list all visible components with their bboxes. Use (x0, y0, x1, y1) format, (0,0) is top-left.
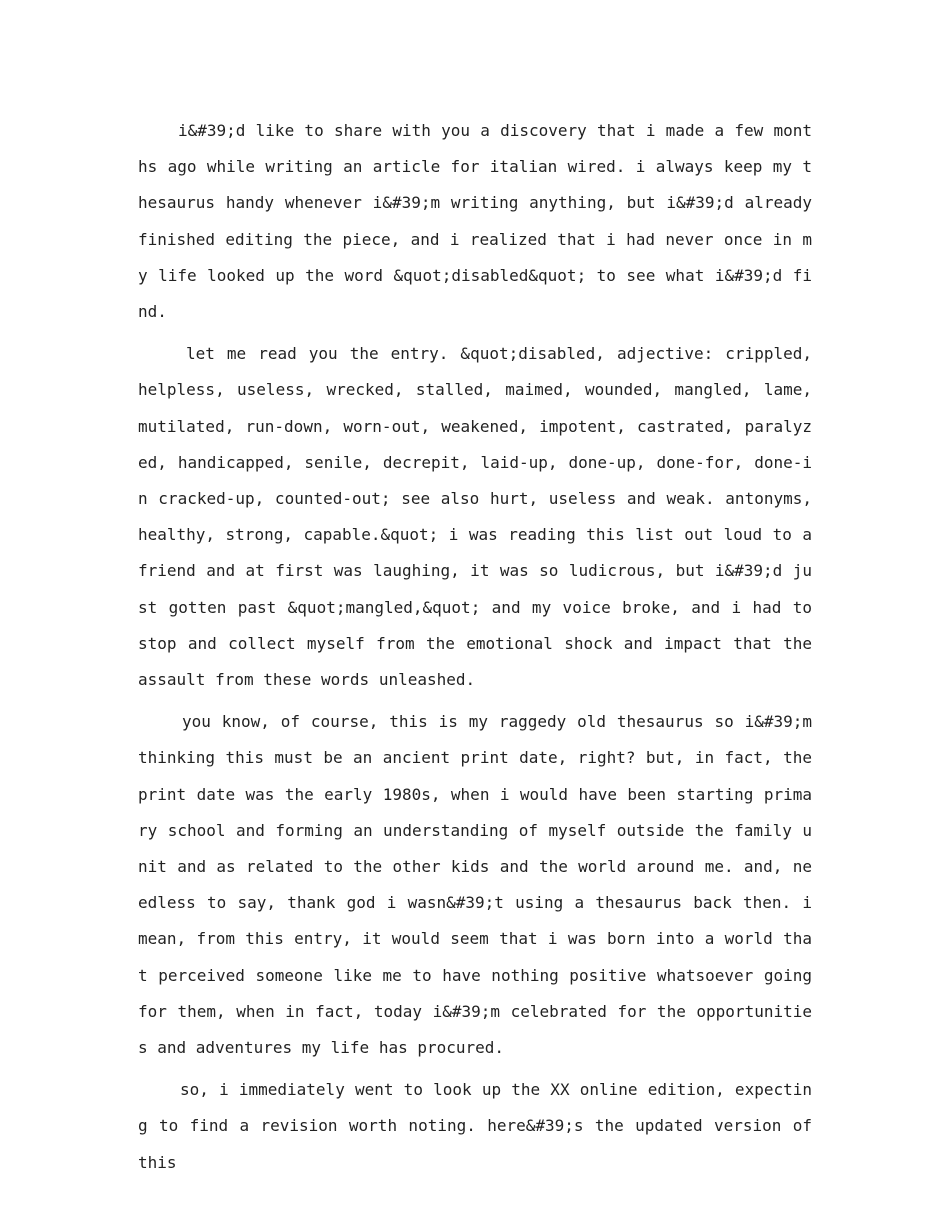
paragraph-2: let me read you the entry. &quot;disabled, adjective: crippled, helpless, useless, wrecked, stalled, maimed, wounded, mangled, lame, mutilated, run-down, worn-out, weakened, impotent, castrated, paralyzed, handicapped, senile, decrepit, laid-up, done-up, done-for, done-in cracked-up, counted-out; see also hurt, useless and weak. antonyms, healthy, strong, capable.&quot; i was reading this list out loud to a friend and at first was laughing, it was so ludicrous, but i&#39;d just gotten past &quot;mangled,&quot; and my voice broke, and i had to stop and collect myself from the emotional shock and impact that the assault from these words unleashed. (138, 344, 812, 690)
document-body (138, 113, 812, 1187)
paragraph-3: you know, of course, this is my raggedy old thesaurus so i&#39;m thinking this must be an ancient print date, right? but, in fact, the print date was the early 1980s, when i would have been starting primary school and forming an understanding of myself outside the family unit and as related to the other kids and the world around me. and, needless to say, thank god i wasn&#39;t using a thesaurus back then. i mean, from this entry, it would seem that i was born into a world that perceived someone like me to have nothing positive whatsoever going for them, when in fact, today i&#39;m celebrated for the opportunities and adventures my life has procured. (138, 712, 812, 1058)
paragraph-1: i&#39;d like to share with you a discovery that i made a few months ago while writing an article for italian wired. i always keep my thesaurus handy whenever i&#39;m writing anything, but i&#39;d already finished editing the piece, and i realized that i had never once in my life looked up the word &quot;disabled&quot; to see what i&#39;d find. (138, 121, 812, 322)
paragraph-4: so, i immediately went to look up the XX online edition, expecting to find a revision worth noting. here&#39;s the updated version of this (138, 1080, 812, 1172)
